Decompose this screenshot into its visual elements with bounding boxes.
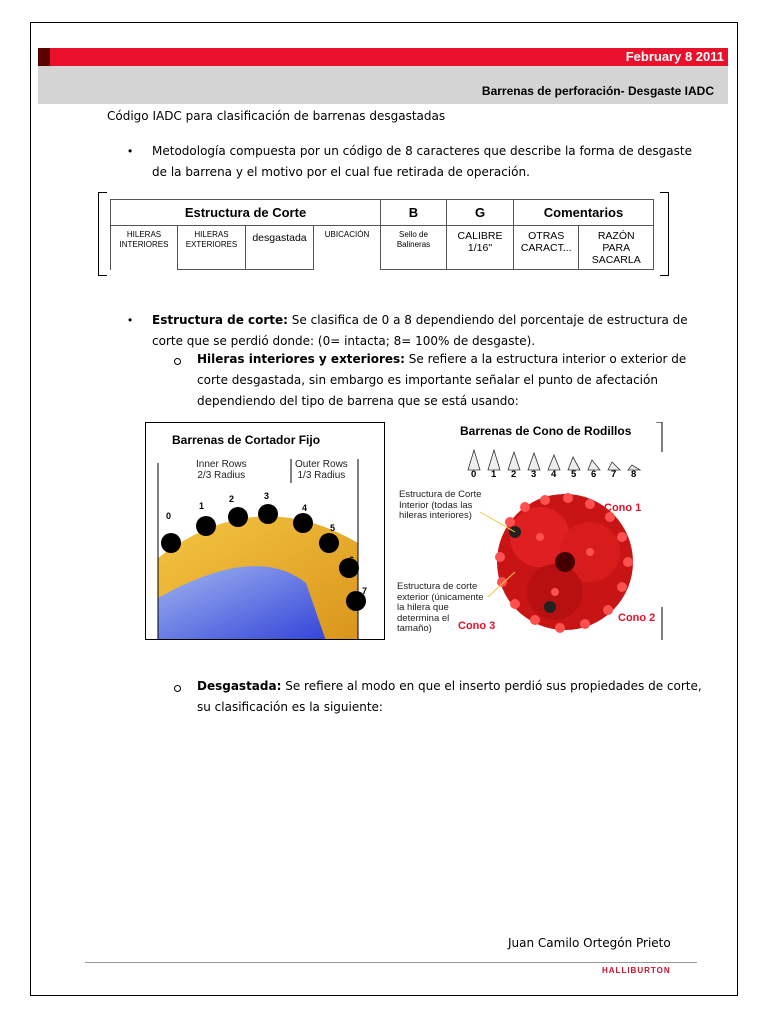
bit-figure (145, 422, 665, 640)
inner-rows-label: Inner Rows 2/3 Radius (196, 459, 247, 481)
cutter-2 (228, 507, 248, 527)
cutter-number-2: 2 (229, 494, 235, 504)
tooth-1 (488, 450, 500, 470)
footer-author: Juan Camilo Ortegón Prieto (508, 936, 671, 950)
tooth-wear-scale (468, 450, 640, 470)
fixed-cutter-diagram (146, 423, 385, 640)
interior-structure-label: Estructura de Corte Interior (todas las hileras interiores) (399, 489, 482, 521)
cutter-number-6: 6 (349, 555, 355, 565)
cell-desgastada: desgastada (246, 226, 314, 270)
bit-center (555, 552, 575, 572)
bullet2-line1: Estructura de corte: Se clasifica de 0 a 8 dependiendo del porcentaje de estructura de (152, 313, 688, 327)
exterior-structure-label: Estructura de corte exterior (únicamente la hilera que determina el tamaño) (397, 581, 484, 634)
roller-cone-title: Barrenas de Cono de Rodillos (460, 424, 632, 438)
sub-bullet-marker (174, 358, 181, 365)
fixed-cutter-panel (145, 422, 385, 640)
sub1-line3: dependiendo del tipo de barrena que se está usando: (197, 394, 519, 408)
sub2-line1: Desgastada: Se refiere al modo en que el inserto perdió sus propiedades de corte, (197, 679, 702, 693)
roller-cone-bit (495, 493, 633, 633)
cutter-number-4: 4 (302, 503, 308, 513)
cell-ubicacion: UBICACIÓN (314, 226, 381, 270)
cutter-0 (161, 533, 181, 553)
wear-scale-numbers: 0 1 2 3 4 5 6 7 8 (471, 469, 637, 480)
fixed-cutter-title: Barrenas de Cortador Fijo (172, 433, 321, 447)
header-accent (38, 48, 50, 66)
tooth-3 (528, 453, 540, 470)
nozzle-2 (544, 601, 556, 613)
cutter-5 (319, 533, 339, 553)
right-bracket (660, 192, 669, 276)
cono-1-label: Cono 1 (604, 502, 642, 514)
header-subtitle-bar (38, 66, 728, 104)
cell-razon: RAZÓN PARA SACARLA (579, 226, 654, 270)
bullet1-line2: de la barrena y el motivo por el cual fue retirada de operación. (152, 165, 530, 179)
header-estructura: Estructura de Corte (111, 200, 381, 226)
cutter-3 (258, 504, 278, 524)
intro-text: Código IADC para clasificación de barrenas desgastadas (107, 109, 446, 123)
header-subtitle: Barrenas de perforación- Desgaste IADC (481, 84, 714, 98)
cell-sello: Sello de Balineras (381, 226, 447, 270)
bullet-dot: • (128, 313, 133, 327)
header-b: B (381, 200, 447, 226)
header-comentarios: Comentarios (514, 200, 654, 226)
cutter-4 (293, 513, 313, 533)
cell-hileras-interiores: HILERAS INTERIORES (111, 226, 178, 270)
roller-cone-panel (390, 422, 665, 640)
header-g: G (447, 200, 514, 226)
outer-rows-label: Outer Rows 1/3 Radius (295, 459, 348, 481)
cutter-number-7: 7 (362, 586, 368, 596)
bullet-dot: • (128, 144, 133, 158)
footer-divider (85, 962, 697, 963)
cutter-number-0: 0 (166, 511, 172, 521)
cutter-number-1: 1 (199, 501, 205, 511)
bullet2-line2: corte que se perdió donde: (0= intacta; 8= 100% de desgaste). (152, 334, 536, 348)
cell-calibre: CALIBRE 1/16" (447, 226, 514, 270)
iadc-table (110, 199, 654, 270)
cono-2-label: Cono 2 (618, 612, 656, 624)
cell-otras: OTRAS CARACT... (514, 226, 579, 270)
cell-hileras-exteriores: HILERAS EXTERIORES (178, 226, 246, 270)
cono-3-label: Cono 3 (458, 620, 496, 632)
tooth-4 (548, 455, 560, 470)
tooth-2 (508, 452, 520, 470)
sub1-line2: corte desgastada, sin embargo es importante señalar el punto de afectación (197, 373, 658, 387)
header-date: February 8 2011 (625, 49, 724, 64)
sub-bullet-marker (174, 685, 181, 692)
cutter-1 (196, 516, 216, 536)
tooth-0 (468, 450, 480, 470)
bullet1-line1: Metodología compuesta por un código de 8 caracteres que describe la forma de desgaste (152, 144, 692, 158)
sub1-line1: Hileras interiores y exteriores: Se refiere a la estructura interior o exterior de (197, 352, 687, 366)
left-bracket (98, 192, 107, 276)
halliburton-logo: HALLIBURTON (602, 966, 671, 975)
sub2-line2: su clasificación es la siguiente: (197, 700, 383, 714)
cutter-number-5: 5 (330, 523, 336, 533)
cutter-number-3: 3 (264, 491, 270, 501)
header-banner (38, 48, 728, 66)
